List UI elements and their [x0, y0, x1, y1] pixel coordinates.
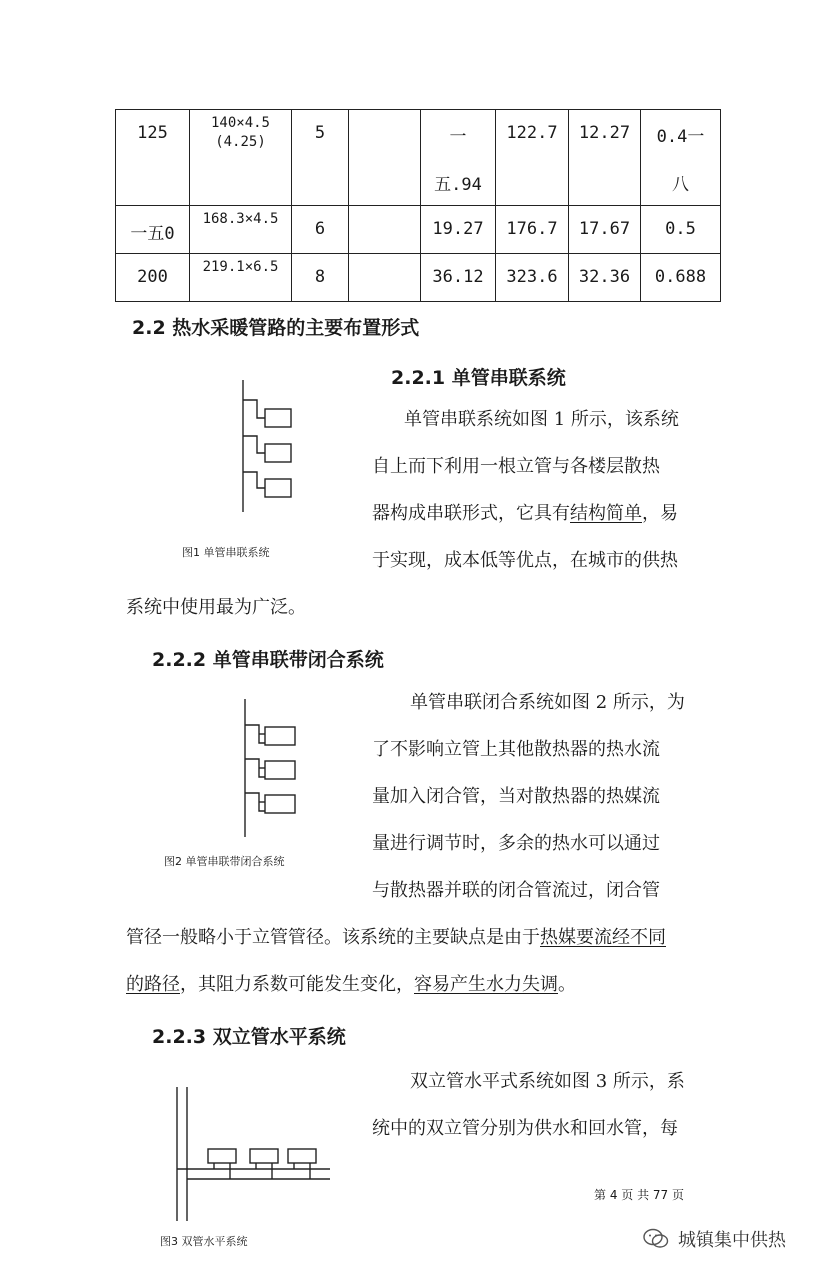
table-cell: 一五0: [116, 206, 190, 254]
table-cell: 0.4一 八: [641, 110, 721, 206]
section-heading-2-2-1: 2.2.1 单管串联系统: [391, 367, 566, 389]
paragraph-line: 双立管水平式系统如图 3 所示，系: [410, 1071, 685, 1092]
table-cell: 8: [292, 254, 349, 302]
table-cell: 168.3×4.5: [190, 206, 292, 254]
table-cell: 17.67: [569, 206, 641, 254]
figure-2-diagram: [237, 697, 307, 842]
table-cell: [349, 110, 421, 206]
paragraph-line: [372, 490, 678, 537]
table-cell: 323.6: [496, 254, 569, 302]
table-cell: 19.27: [421, 206, 496, 254]
table-row: [116, 254, 721, 302]
paragraph-line: 自上而下利用一根立管与各楼层散热: [372, 456, 660, 477]
figure-3-diagram: [170, 1085, 340, 1225]
paragraph-line: 系统中使用最为广泛。: [126, 597, 306, 618]
underlined-phrase: 结构简单: [570, 503, 642, 524]
paragraph-line: [126, 914, 666, 961]
table-cell: 140×4.5 (4.25): [190, 110, 292, 206]
paragraph-line: 量加入闭合管，当对散热器的热媒流: [372, 786, 660, 807]
table-cell: 5: [292, 110, 349, 206]
section-heading-2-2-2: 2.2.2 单管串联带闭合系统: [152, 649, 384, 671]
figure-1-caption: 图1 单管串联系统: [182, 546, 270, 559]
text-segment: ，其阻力系数可能发生变化，: [180, 974, 414, 995]
section-heading-2-2-3: 2.2.3 双立管水平系统: [152, 1026, 346, 1048]
text-segment: 管径一般略小于立管管径。该系统的主要缺点是由于: [126, 927, 540, 948]
underlined-phrase: 容易产生水力失调: [414, 974, 558, 995]
table-cell: 36.12: [421, 254, 496, 302]
figure-2-caption: 图2 单管串联带闭合系统: [164, 855, 285, 868]
table-cell: 200: [116, 254, 190, 302]
table-cell: 32.36: [569, 254, 641, 302]
underlined-phrase: 的路径: [126, 974, 180, 995]
figure-1-diagram: [235, 378, 305, 518]
underlined-phrase: 热媒要流经不同: [540, 927, 666, 948]
paragraph-line: 单管串联闭合系统如图 2 所示，为: [410, 692, 685, 713]
paragraph-line: 与散热器并联的闭合管流过，闭合管: [372, 880, 660, 901]
table-cell: 一 五.94: [421, 110, 496, 206]
pipe-spec-table: [115, 109, 721, 302]
section-heading-2-2: 2.2 热水采暖管路的主要布置形式: [132, 317, 420, 339]
page-number: 第 4 页 共 77 页: [594, 1188, 684, 1202]
text-segment: ，易: [642, 503, 678, 524]
table-cell: 122.7: [496, 110, 569, 206]
table-row: [116, 206, 721, 254]
paragraph-line: 统中的双立管分别为供水和回水管，每: [372, 1118, 678, 1139]
table-cell: 0.5: [641, 206, 721, 254]
figure-3-caption: 图3 双管水平系统: [160, 1235, 248, 1248]
table-cell: 176.7: [496, 206, 569, 254]
wechat-icon: [642, 1227, 670, 1251]
table-row: [116, 110, 721, 206]
text-segment: 器构成串联形式，它具有: [372, 503, 570, 524]
paragraph-line: 单管串联系统如图 1 所示，该系统: [404, 409, 679, 430]
paragraph-line: 于实现，成本低等优点，在城市的供热: [372, 550, 678, 571]
table-cell: 0.688: [641, 254, 721, 302]
table-cell: [349, 206, 421, 254]
watermark: [642, 1226, 786, 1252]
text-segment: 。: [558, 974, 576, 995]
paragraph-line: 了不影响立管上其他散热器的热水流: [372, 739, 660, 760]
table-cell: 219.1×6.5: [190, 254, 292, 302]
table-cell: 125: [116, 110, 190, 206]
table-cell: 6: [292, 206, 349, 254]
table-cell: 12.27: [569, 110, 641, 206]
table-cell: [349, 254, 421, 302]
watermark-brand-text: 城镇集中供热: [678, 1230, 786, 1251]
paragraph-line: [126, 961, 576, 1008]
paragraph-line: 量进行调节时，多余的热水可以通过: [372, 833, 660, 854]
